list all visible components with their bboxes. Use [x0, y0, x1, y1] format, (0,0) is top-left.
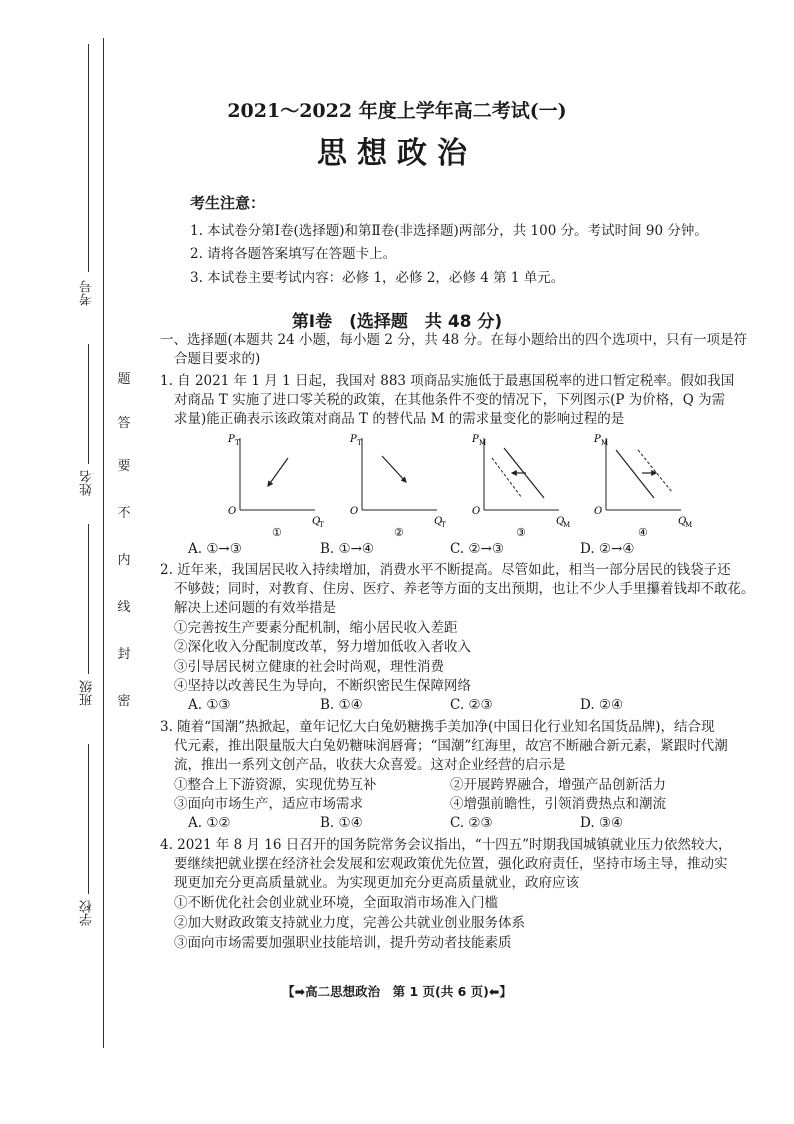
section-instruction: 一、选择题(本题共 24 小题，每小题 2 分，共 48 分。在每小题给出的四个选项中，只有一项是符	[160, 332, 747, 348]
seal-char: 封	[117, 647, 131, 662]
question-1-graphs	[220, 428, 693, 540]
graph-2-xsub: T	[441, 521, 446, 529]
question-4-statement: ②加大财政政策支持就业力度，完善公共就业创业服务体系	[174, 915, 525, 931]
question-3-option-a[interactable]: A. ①②	[188, 815, 231, 831]
question-3-option-d[interactable]: D. ③④	[580, 815, 624, 831]
seal-char: 内	[117, 553, 131, 568]
graph-4-xlabel: Q	[678, 516, 687, 527]
graph-3-number: ③	[516, 526, 526, 539]
graph-4-demand-shifted	[638, 450, 672, 492]
question-3-statement: ③面向市场生产，适应市场需求	[174, 796, 363, 812]
class-label: 班级	[80, 680, 95, 706]
graph-3-origin: O	[472, 506, 481, 517]
graph-3-ysub: M	[479, 439, 487, 447]
page-footer: 【➡高二思想政治 第 1 页(共 6 页)⬅】	[282, 984, 512, 999]
subject-title: 思想政治	[317, 136, 477, 171]
question-1-text: 对商品 T 实施了进口零关税的政策，在其他条件不变的情况下，下列图示(P 为价格，Q 为需	[174, 392, 726, 408]
question-2-option-d[interactable]: D. ②④	[580, 697, 624, 713]
question-2-statement: ②深化收入分配制度改革，努力增加低收入者收入	[174, 639, 471, 655]
question-2-statement: ①完善按生产要素分配机制，缩小居民收入差距	[174, 620, 458, 636]
school-label: 学校	[80, 900, 95, 926]
question-3-text: 3. 随着“国潮”热掀起，童年记忆大白兔奶糖携手美加净(中国日化行业知名国货品牌)，结合现	[160, 719, 715, 735]
graph-2-ysub: T	[357, 439, 362, 447]
question-1-option-c[interactable]: C. ②→③	[450, 541, 504, 557]
graph-2	[349, 434, 446, 539]
question-3-statement: ②开展跨界融合，增强产品创新活力	[450, 777, 666, 793]
graph-1-xsub: T	[319, 521, 324, 529]
graph-1-ysub: T	[235, 439, 240, 447]
question-3-text: 流，推出一系列文创产品，收获大众喜爱。这对企业经营的启示是	[174, 757, 566, 773]
graph-2-ylabel: P	[350, 434, 357, 445]
question-2-statement: ④坚持以改善民生为导向，不断织密民生保障网络	[174, 678, 471, 694]
notice-item: 1. 本试卷分第Ⅰ卷(选择题)和第Ⅱ卷(非选择题)两部分，共 100 分。考试时间 90 分钟。	[190, 223, 708, 239]
graph-4-origin: O	[594, 506, 603, 517]
seal-char: 不	[117, 506, 131, 521]
graph-4-ylabel: P	[594, 434, 601, 445]
name-label: 姓名	[80, 470, 95, 496]
name-field[interactable]	[80, 340, 96, 500]
question-2-text: 不够鼓；同时，对教育、住房、医疗、养老等方面的支出预期，也让不少人手里攥着钱却不敢花。	[174, 581, 755, 597]
graph-2-number: ②	[394, 526, 404, 539]
question-2-option-b[interactable]: B. ①④	[320, 697, 363, 713]
question-3-option-b[interactable]: B. ①④	[320, 815, 363, 831]
graph-2-arrow	[382, 456, 406, 482]
class-field[interactable]	[80, 520, 96, 710]
question-1-option-d[interactable]: D. ②→④	[580, 541, 635, 557]
question-4-statement: ①不断优化社会创业就业环境，全面取消市场准入门槛	[174, 895, 498, 911]
graph-4	[593, 434, 692, 539]
graph-3	[471, 434, 570, 539]
graph-2-origin: O	[350, 506, 359, 517]
school-field[interactable]	[80, 740, 96, 930]
seal-char: 密	[117, 694, 131, 709]
notice-heading: 考生注意：	[190, 194, 266, 212]
exam-number-label: 考号	[80, 280, 95, 306]
exam-number-field[interactable]	[80, 40, 96, 310]
question-4-text: 要继续把就业摆在经济社会发展和宏观政策优先位置，强化政府责任，坚持市场主导，推动实	[174, 856, 728, 872]
notice-item: 3. 本试卷主要考试内容：必修 1，必修 2，必修 4 第 1 单元。	[190, 270, 565, 286]
question-3-statement: ④增强前瞻性，引领消费热点和潮流	[450, 796, 666, 812]
graph-1-origin: O	[228, 506, 237, 517]
graph-3-xlabel: Q	[556, 516, 565, 527]
notice-item: 2. 请将各题答案填写在答题卡上。	[190, 246, 397, 262]
question-1-text: 1. 自 2021 年 1 月 1 日起，我国对 883 项商品实施低于最惠国税率的进口暂定税率。假如我国	[160, 373, 735, 389]
section-instruction: 合题目要求的)	[174, 351, 261, 367]
question-2-option-a[interactable]: A. ①③	[188, 697, 231, 713]
question-3-statement: ①整合上下游资源，实现优势互补	[174, 777, 377, 793]
question-3-option-c[interactable]: C. ②③	[450, 815, 493, 831]
graph-4-ysub: M	[601, 439, 609, 447]
graph-4-xsub: M	[685, 521, 693, 529]
question-2-text: 解决上述问题的有效举措是	[174, 600, 336, 616]
graph-3-xsub: M	[563, 521, 571, 529]
seal-char: 要	[117, 459, 131, 474]
graph-2-xlabel: Q	[434, 516, 443, 527]
graph-4-demand-original	[616, 450, 654, 498]
seal-char: 答	[117, 416, 131, 431]
question-1-text: 求量)能正确表示该政策对商品 T 的替代品 M 的需求量变化的影响过程的是	[174, 411, 625, 427]
question-2-text: 2. 近年来，我国居民收入持续增加，消费水平不断提高。尽管如此，相当一部分居民的钱袋子还	[160, 562, 731, 578]
question-1-option-a[interactable]: A. ①→③	[188, 541, 242, 557]
graph-3-ylabel: P	[472, 434, 479, 445]
question-2-option-c[interactable]: C. ②③	[450, 697, 493, 713]
graph-1-ylabel: P	[228, 434, 235, 445]
seal-char: 题	[117, 372, 131, 387]
question-2-statement: ③引导居民树立健康的社会时尚观，理性消费	[174, 659, 444, 675]
section-title: 第Ⅰ卷 (选择题 共 48 分)	[291, 312, 503, 332]
graph-1-number: ①	[272, 526, 282, 539]
question-4-text: 现更加充分更高质量就业。为实现更加充分更高质量就业，政府应该	[174, 875, 579, 891]
exam-title: 2021～2022 年度上学年高二考试(一)	[227, 100, 567, 122]
question-4-statement: ③面向市场需要加强职业技能培训，提升劳动者技能素质	[174, 935, 512, 951]
seal-char: 线	[117, 600, 131, 615]
binding-line	[103, 38, 104, 1048]
graph-1	[227, 434, 324, 539]
graph-1-xlabel: Q	[312, 516, 321, 527]
question-4-text: 4. 2021 年 8 月 16 日召开的国务院常务会议指出，“十四五”时期我国城镇就业压力依然较大，	[160, 837, 732, 853]
graph-4-number: ④	[638, 526, 648, 539]
question-3-text: 代元素，推出限量版大白兔奶糖味润唇膏；“国潮”红海里，故宫不断融合新元素，紧跟时代潮	[174, 738, 728, 754]
graph-1-arrow	[268, 458, 288, 486]
question-1-option-b[interactable]: B. ①→④	[320, 541, 375, 557]
